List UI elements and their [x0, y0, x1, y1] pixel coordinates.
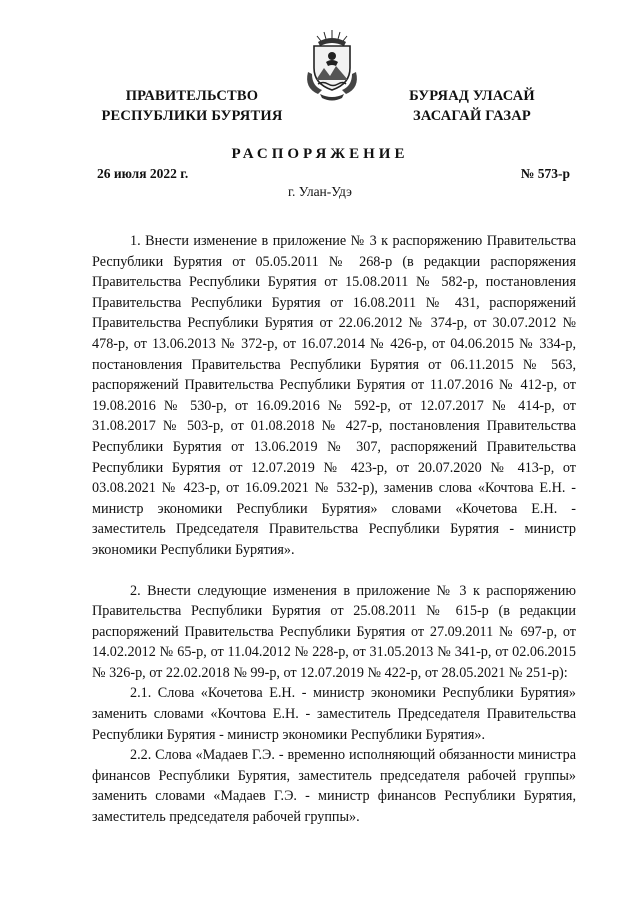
document-body: [92, 231, 576, 828]
government-header-line: БУРЯАД УЛАСАЙ: [409, 88, 535, 104]
government-header-line: РЕСПУБЛИКИ БУРЯТИЯ: [101, 108, 283, 124]
paragraph-2: 2. Внести следующие изменения в приложение № 3 к распоряжению Правительства Республики Бурятия от 25.08.2011 № 615-р (в редакции распоряжений Правительства Республики Бурятия от 27.09.2011 № 697-р, от 14.02.2012 № 65-р, от 11.04.2012 № 228-р, от 31.05.2013 № 341-р, от 02.06.2015 № 326-р, от 22.02.2018 № 99-р, от 12.07.2019 № 422-р, от 28.05.2021 № 251-р):: [92, 582, 576, 681]
paragraph-1: 1. Внести изменение в приложение № 3 к распоряжению Правительства Республики Бурятия от 05.05.2011 № 268-р (в редакции распоряжения Правительства Республики Бурятия от 15.08.2011 № 582-р, постановления Правительства Республики Бурятия от 16.08.2011 № 431, распоряжений Правительства Республики Бурятия от 22.06.2012 № 374-р, от 30.07.2012 № 478-р, от 13.06.2013 № 372-р, от 16.07.2014 № 426-р, от 04.06.2015 № 334-р, постановления Правительства Республики Бурятия от 06.11.2015 № 563, распоряжений Правительства Республики Бурятия от 11.07.2016 № 412-р, от 19.08.2016 № 530-р, от 16.09.2016 № 592-р, от 12.07.2017 № 414-р, от 31.08.2017 № 503-р, от 01.08.2018 № 427-р, постановления Правительства Республики Бурятия от 13.06.2019 № 307, распоряжений Правительства Республики Бурятия от 12.07.2019 № 423-р, от 20.07.2020 № 413-р, от 03.08.2021 № 423-р, от 16.09.2021 № 532-р), заменив слова «Кочтова Е.Н. - министр экономики Республики Бурятия» словами «Кочетова Е.Н. - заместитель Председателя Правительства Республики Бурятия - министр экономики Республики Бурятия».: [92, 233, 576, 558]
document-type-title: РАСПОРЯЖЕНИЕ: [231, 146, 409, 162]
paragraph-2-1: 2.1. Слова «Кочетова Е.Н. - министр экономики Республики Бурятия» заменить словами «Кочтова Е.Н. - заместитель Председателя Правительства Республики Бурятия - министр экономики Республики Бурятия».: [92, 685, 576, 743]
government-header-line: ПРАВИТЕЛЬСТВО: [125, 88, 259, 104]
document-date: 26 июля 2022 г.: [97, 166, 189, 181]
coat-of-arms-icon: [296, 28, 368, 102]
government-header-line: ЗАСАГАЙ ГАЗАР: [413, 108, 531, 124]
document-city: г. Улан-Удэ: [288, 184, 352, 199]
government-header-buryat: [372, 86, 572, 126]
coat-of-arms-emblem: [296, 28, 368, 102]
paragraph-2-2: 2.2. Слова «Мадаев Г.Э. - временно исполняющий обязанности министра финансов Республики Бурятия, заместитель председателя рабочей группы» заменить словами «Мадаев Г.Э. - министр финансов Республики Бурятия, заместитель председателя рабочей группы».: [92, 747, 576, 826]
document-number: № 573-р: [520, 166, 570, 181]
government-header-russian: [92, 86, 292, 126]
